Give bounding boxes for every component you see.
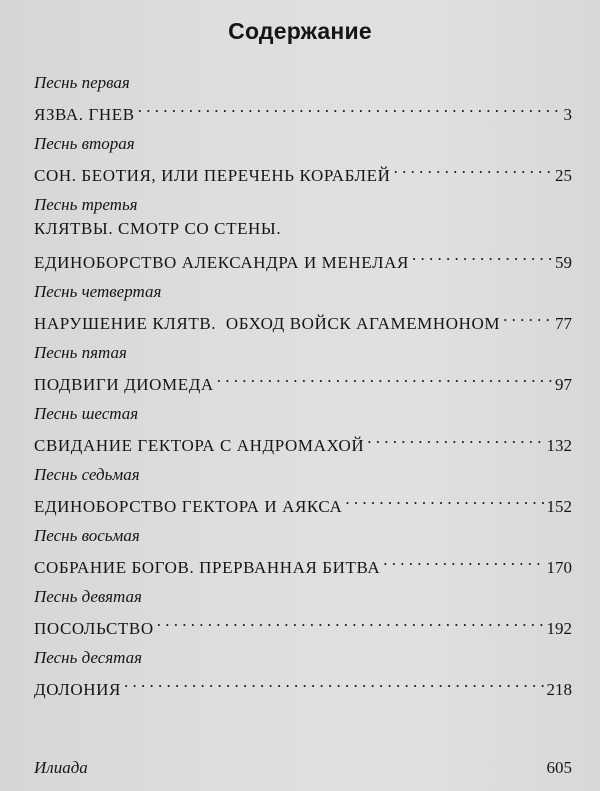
song-number: Песнь первая: [34, 73, 130, 92]
chapter-title: СОН. БЕОТИЯ, ИЛИ ПЕРЕЧЕНЬ КОРАБЛЕЙ: [34, 166, 391, 185]
page-number: 192: [546, 619, 572, 638]
chapter-title: КЛЯТВЫ. СМОТР СО СТЕНЫ.: [34, 219, 282, 238]
running-title: Илиада: [34, 758, 88, 777]
page-number: 59: [555, 253, 572, 272]
dot-leader: [412, 242, 552, 268]
chapter-title: СВИДАНИЕ ГЕКТОРА С АНДРОМАХОЙ: [34, 436, 365, 455]
song-number: Песнь восьмая: [34, 526, 140, 545]
song-number: Песнь пятая: [34, 343, 127, 362]
toc-line: [34, 547, 572, 577]
chapter-title: ЕДИНОБОРСТВО АЛЕКСАНДРА И МЕНЕЛАЯ: [34, 253, 409, 272]
dot-leader: [503, 303, 552, 329]
page-number: 25: [555, 166, 572, 185]
song-number: Песнь четвертая: [34, 282, 162, 301]
page-number: 170: [546, 558, 572, 577]
dot-leader: [394, 155, 552, 181]
dot-leader: [383, 547, 543, 573]
toc-entry: [34, 133, 572, 185]
chapter-title: ПОСОЛЬСТВО: [34, 619, 154, 638]
dot-leader: [157, 608, 544, 634]
toc-entry: [34, 281, 572, 333]
page-number: 97: [555, 375, 572, 394]
dot-leader: [124, 669, 544, 695]
toc-line: [34, 669, 572, 699]
toc-line: [34, 486, 572, 516]
toc-line: [34, 608, 572, 638]
toc-line: [34, 216, 572, 242]
chapter-title: ЯЗВА. ГНЕВ: [34, 105, 135, 124]
page-number: 218: [546, 680, 572, 699]
table-of-contents: [34, 72, 572, 699]
toc-entry: [34, 72, 572, 124]
chapter-title: СОБРАНИЕ БОГОВ. ПРЕРВАННАЯ БИТВА: [34, 558, 381, 577]
song-number: Песнь десятая: [34, 648, 143, 667]
toc-entry: [34, 647, 572, 699]
toc-line: [34, 242, 572, 272]
dot-leader: [217, 364, 552, 390]
chapter-title: НАРУШЕНИЕ КЛЯТВ. ОБХОД ВОЙСК АГАМЕМНОНОМ: [34, 314, 501, 333]
chapter-title: ДОЛОНИЯ: [34, 680, 121, 699]
toc-entry: [34, 525, 572, 577]
toc-line: [34, 303, 572, 333]
page-number: 152: [546, 497, 572, 516]
song-number: Песнь шестая: [34, 404, 139, 423]
song-number: Песнь третья: [34, 195, 138, 214]
dot-leader: [367, 425, 543, 451]
song-number: Песнь девятая: [34, 587, 142, 606]
toc-entry: [34, 342, 572, 394]
folio-number: 605: [546, 758, 572, 777]
page-number: 132: [546, 436, 572, 455]
toc-line: [34, 364, 572, 394]
toc-entry: [34, 194, 572, 272]
toc-line: [34, 94, 572, 124]
chapter-title: ПОДВИГИ ДИОМЕДА: [34, 375, 214, 394]
page-number: 77: [555, 314, 572, 333]
toc-entry: [34, 464, 572, 516]
toc-line: [34, 155, 572, 185]
page-title: Содержание: [228, 18, 372, 44]
page-number: 3: [563, 105, 572, 124]
toc-entry: [34, 403, 572, 455]
dot-leader: [345, 486, 543, 512]
song-number: Песнь седьмая: [34, 465, 140, 484]
page-footer: [34, 758, 572, 778]
dot-leader: [138, 94, 561, 120]
song-number: Песнь вторая: [34, 134, 135, 153]
toc-entry: [34, 586, 572, 638]
chapter-title: ЕДИНОБОРСТВО ГЕКТОРА И АЯКСА: [34, 497, 343, 516]
toc-line: [34, 425, 572, 455]
